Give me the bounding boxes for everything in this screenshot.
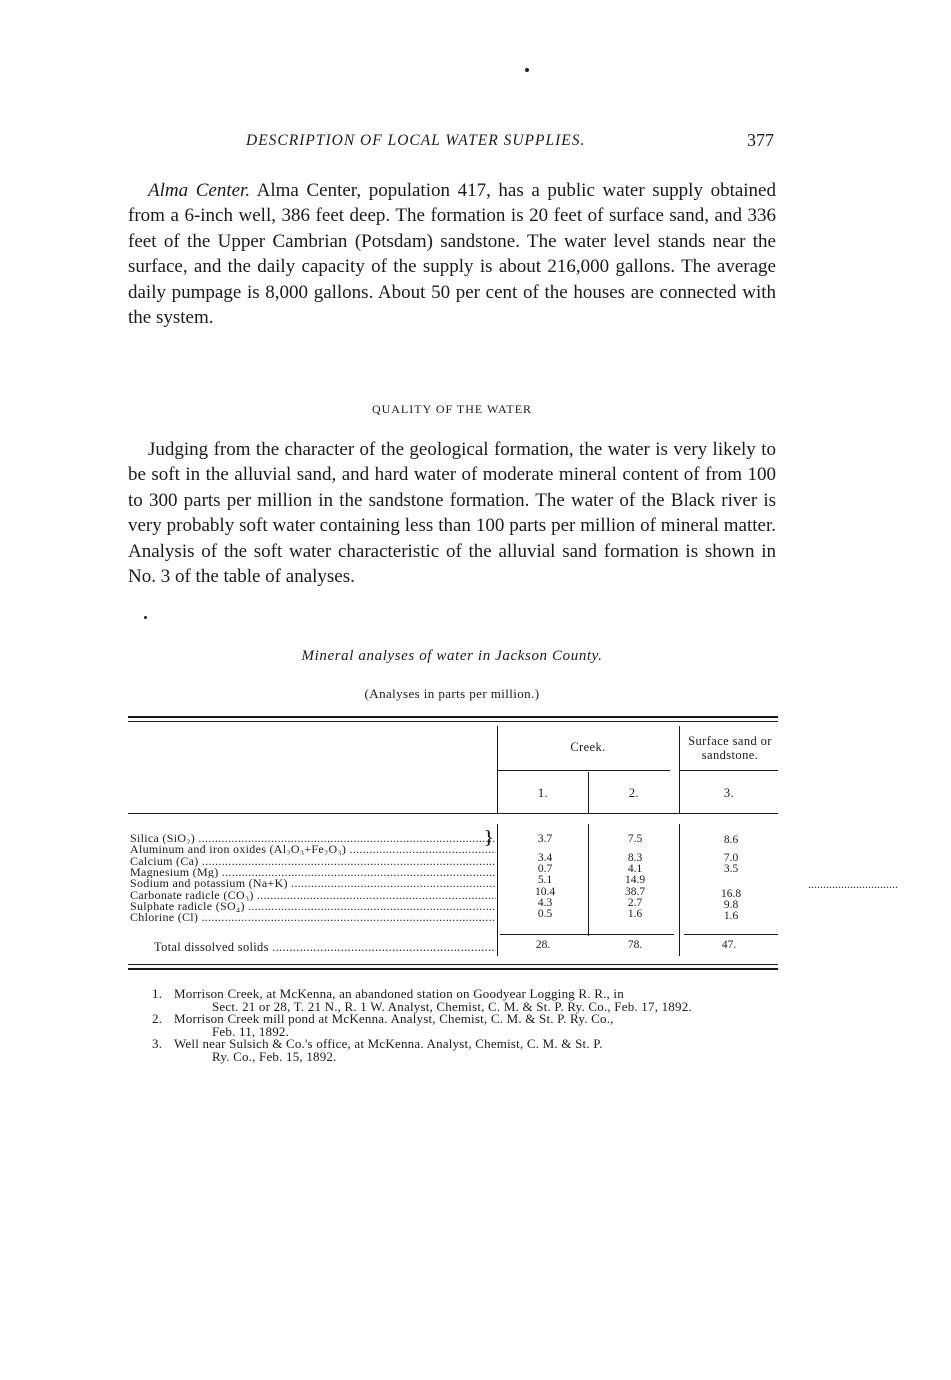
table-rule	[500, 934, 674, 935]
place-name: Alma Center.	[148, 180, 251, 201]
column-group-creek: Creek.	[570, 740, 606, 754]
section-heading: QUALITY OF THE WATER	[371, 402, 533, 416]
total-cell: 78.	[627, 939, 643, 951]
table-cell: 1.6	[723, 910, 739, 922]
page-number: 377	[747, 130, 774, 150]
table-cell: 8.3	[627, 852, 643, 864]
footnote-text: Ry. Co., Feb. 15, 1892.	[212, 1048, 337, 1064]
footnote-number: 1.	[152, 986, 163, 1001]
footnote	[152, 1038, 778, 1063]
table-cell: 9.8	[723, 899, 739, 911]
footnote	[152, 988, 778, 1013]
table-cell: 7.0	[723, 852, 739, 864]
table-cell: 3.4	[537, 852, 553, 864]
footnote-number: 3.	[152, 1036, 163, 1051]
table-rule	[128, 716, 778, 718]
alma-center-text: Alma Center, population 417, has a public water supply obtained from a 6-inch well, 386 feet deep. The formation is 20 feet of surface sand, and 336 feet of the Upper Cambrian (Potsdam) sandstone. The water level stands near the surface, and the daily capacity of the supply is about 216,000 gallons. The average daily pumpage is 8,000 gallons. About 50 per cent of the houses are connected with the system.	[128, 180, 776, 329]
table-subcaption: (Analyses in parts per million.)	[364, 686, 540, 701]
table-rule	[128, 968, 778, 970]
table-cell: 16.8	[720, 888, 742, 900]
footnote-text: Morrison Creek, at McKenna, an abandoned station on Goodyear Logging R. R., in	[174, 986, 624, 1001]
speck-mark	[525, 68, 529, 72]
running-header	[128, 130, 776, 154]
table-rule	[588, 824, 589, 936]
row-label-sodium: Sodium and potassium (Na+K) .....	[130, 878, 496, 889]
table-cell: 10.4	[534, 886, 556, 898]
total-label: Total dissolved solids .....	[154, 940, 496, 955]
table-cell: 38.7	[624, 886, 646, 898]
table-cell: 0.5	[537, 908, 553, 920]
row-label-sulphate: Sulphate radicle (SO₄) .....	[130, 901, 496, 912]
row-label-silica: Silica (SiO₂) .....	[130, 833, 496, 844]
table-rule	[128, 721, 778, 722]
footnote-text: Feb. 11, 1892.	[212, 1023, 290, 1039]
speck-mark	[144, 616, 147, 619]
alma-center-paragraph	[128, 178, 776, 330]
quality-paragraph	[128, 437, 776, 589]
table-cell: 1.6	[627, 908, 643, 920]
column-number-2: 2.	[628, 786, 640, 800]
footnote-number: 2.	[152, 1011, 163, 1026]
row-label-chlorine: Chlorine (Cl) .....	[130, 912, 496, 923]
quality-text: Judging from the character of the geological formation, the water is very likely to be soft in the alluvial sand, and hard water of moderate mineral content of from 100 to 300 parts per million in the sandstone formation. The water of the Black river is very probably soft water containing less than 100 parts per million of mineral matter. Analysis of the soft water characteristic of the alluvial sand formation is shown in No. 3 of the table of analyses.	[128, 439, 776, 588]
column-number-1: 1.	[537, 786, 549, 800]
table-rule	[128, 964, 778, 965]
table-cell: 14.9	[624, 874, 646, 886]
table-cell: 0.7	[537, 863, 553, 875]
footnote-text: Morrison Creek mill pond at McKenna. Analyst, Chemist, C. M. & St. P. Ry. Co.,	[174, 1011, 614, 1026]
table-rule	[679, 824, 680, 956]
table-cell: 3.5	[723, 863, 739, 875]
total-cell: 28.	[535, 939, 551, 951]
table-cell: 2.7	[627, 897, 643, 909]
total-cell: 47.	[721, 939, 737, 951]
row-label-carbonate: Carbonate radicle (CO₃) .....	[130, 890, 496, 901]
table-rule	[497, 824, 498, 956]
table-rule	[680, 770, 778, 771]
table-cell: 7.5	[627, 833, 643, 845]
table-cell: 8.6	[723, 834, 739, 846]
empty-cell-leader: ..............................	[808, 880, 898, 888]
table-caption: Mineral analyses of water in Jackson County.	[301, 648, 603, 664]
brace: }	[483, 827, 495, 849]
footnote	[152, 1013, 778, 1038]
row-label-aluminum: Aluminum and iron oxides (Al₂O₃+Fe₂O₃) .....	[130, 844, 496, 855]
table-cell: 4.1	[627, 863, 643, 875]
row-label-calcium: Calcium (Ca) .....	[130, 856, 496, 867]
table-rule	[128, 813, 778, 814]
table-cell: 5.1	[537, 874, 553, 886]
column-number-3: 3.	[723, 786, 735, 800]
footnote-text: Sect. 21 or 28, T. 21 N., R. 1 W. Analyst, Chemist, C. M. & St. P. Ry. Co., Feb. 17, 1892.	[212, 998, 692, 1014]
table-rule	[684, 934, 778, 935]
table-cell: 3.7	[537, 833, 553, 845]
footnote-text: Well near Sulsich & Co.'s office, at McKenna. Analyst, Chemist, C. M. & St. P.	[174, 1036, 603, 1051]
table-rule	[498, 770, 670, 771]
table-cell: 4.3	[537, 897, 553, 909]
analyses-table	[128, 714, 898, 976]
footnotes	[152, 988, 778, 1063]
column-group-surface: Surface sand or sandstone.	[688, 734, 772, 762]
running-title: DESCRIPTION OF LOCAL WATER SUPPLIES.	[246, 132, 586, 149]
row-label-magnesium: Magnesium (Mg) .....	[130, 867, 496, 878]
